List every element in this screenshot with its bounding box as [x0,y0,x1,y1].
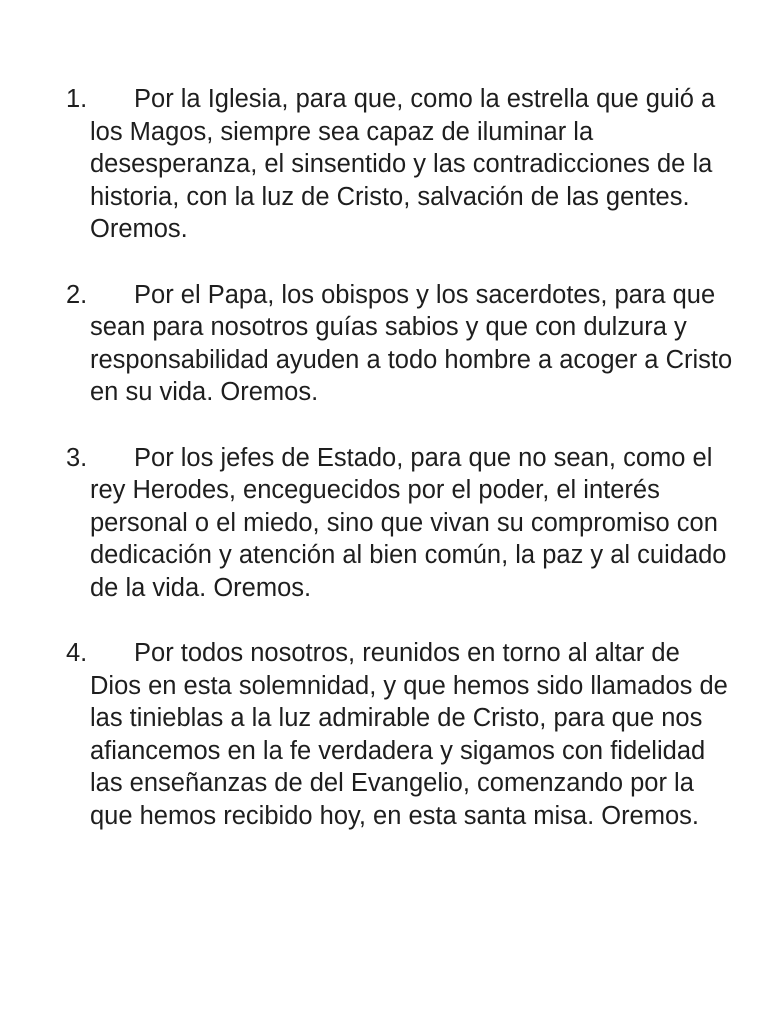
petition-item [66,279,734,409]
petition-number: 3. [66,443,88,472]
petition-number: 4. [66,639,88,667]
petition-text: Por el Papa, los obispos y los sacerdotes, para que sean para nosotros guías sabios y que con dulzura y responsabilidad ayuden a todo hombre a acoger a Cristo en su vida. Oremos. [90,280,733,406]
petition-text: Por la Iglesia, para que, como la estrella que guió a los Magos, siempre sea capaz de iluminar la desesperanza, el sinsentido y las contradicciones de la historia, con la luz de Cristo, salvación de las gentes. Oremos. [90,85,716,243]
petition-number: 1. [66,85,88,113]
petition-item [66,637,734,832]
petition-item [66,83,734,246]
petition-list [66,83,734,832]
petition-number: 2. [66,280,88,309]
petition-item [66,442,734,605]
petition-text: Por todos nosotros, reunidos en torno al altar de Dios en esta solemnidad, y que hemos sido llamados de las tinieblas a la luz admirable de Cristo, para que nos afiancemos en la fe verdadera y sigamos con fidelidad las enseñanzas de del Evangelio, comenzando por la que hemos recibido hoy, en esta santa misa. Oremos. [90,639,728,830]
petition-text: Por los jefes de Estado, para que no sean, como el rey Herodes, enceguecidos por el poder, el interés personal o el miedo, sino que vivan su compromiso con dedicación y atención al bien común, la paz y al cuidado de la vida. Oremos. [90,443,727,602]
